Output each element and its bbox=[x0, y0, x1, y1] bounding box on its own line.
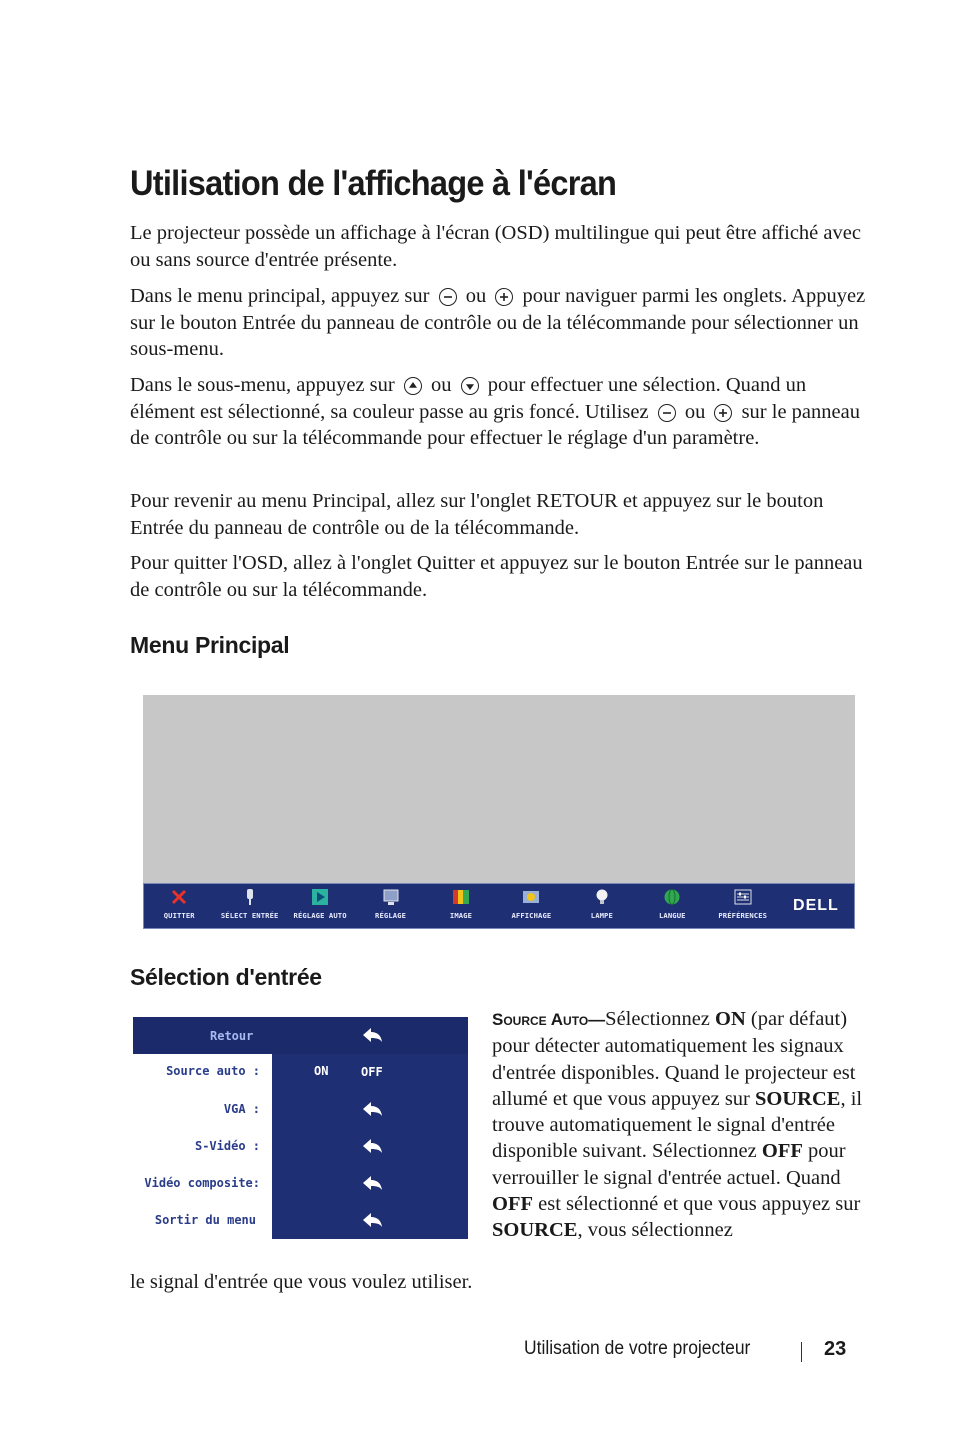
quit-x-icon bbox=[170, 888, 188, 906]
osd-main-menu-bar bbox=[143, 883, 855, 929]
text-segment: (par défaut) pour détecter automatiquement les signaux d'entrée disponibles. Quand le projecteur est allumé et que vous appuyez sur bbox=[492, 1008, 856, 1110]
tab-quitter[interactable] bbox=[144, 884, 214, 928]
text-segment: , il trouve automatiquement le signal d'entrée disponible suivant. Sélectionnez bbox=[492, 1087, 863, 1163]
adjust-screen-icon bbox=[382, 888, 400, 906]
up-arrow-button-icon bbox=[404, 377, 422, 395]
tab-label: AFFICHAGE bbox=[511, 911, 552, 920]
source-auto-description bbox=[492, 1006, 872, 1244]
menu-item-exit[interactable]: Sortir du menu bbox=[154, 1213, 256, 1227]
tab-label: IMAGE bbox=[449, 911, 473, 920]
text-segment: Sélectionnez bbox=[605, 1008, 716, 1030]
retour-label[interactable]: Retour bbox=[210, 1029, 254, 1043]
minus-button-icon bbox=[439, 288, 457, 306]
enter-arrow-icon[interactable] bbox=[361, 1211, 383, 1229]
source-auto-on-option[interactable]: ON bbox=[314, 1064, 329, 1078]
display-icon bbox=[522, 888, 540, 906]
tab-label: LANGUE bbox=[658, 911, 686, 920]
return-paragraph bbox=[130, 488, 870, 541]
preferences-sliders-icon bbox=[734, 888, 752, 906]
dell-logo: DELL bbox=[793, 897, 839, 914]
text-segment: , vous sélectionnez bbox=[577, 1219, 733, 1242]
tab-lampe[interactable] bbox=[567, 884, 637, 928]
osd-input-menu bbox=[133, 1017, 468, 1239]
return-arrow-icon[interactable] bbox=[361, 1026, 383, 1044]
text-segment: est sélectionné et que vous appuyez sur bbox=[533, 1193, 861, 1216]
down-arrow-button-icon bbox=[461, 377, 479, 395]
plus-button-icon bbox=[714, 404, 732, 422]
image-bars-icon bbox=[452, 888, 470, 906]
main-menu-nav-paragraph bbox=[130, 283, 870, 363]
term-source-auto: Source Auto— bbox=[492, 1010, 606, 1029]
paragraph-osd-intro: Le projecteur possède un affichage à l'écran (OSD) multilingue qui peut être affiché avec ou sans source d'entrée présente. bbox=[130, 222, 861, 271]
tab-label: PRÉFÉRENCES bbox=[718, 911, 768, 920]
menu-item-vga[interactable]: VGA : bbox=[223, 1102, 260, 1116]
plus-button-icon bbox=[495, 288, 513, 306]
paragraph-quit: Pour quitter l'OSD, allez à l'onglet Quitter et appuyez sur le bouton Entrée sur le panneau de contrôle ou sur la télécommande. bbox=[130, 552, 863, 601]
menu-header-bar bbox=[133, 1017, 468, 1054]
text-segment: pour verrouiller le signal d'entrée actuel. Quand bbox=[492, 1140, 846, 1189]
enter-arrow-icon[interactable] bbox=[361, 1100, 383, 1118]
tab-label: RÉGLAGE bbox=[375, 911, 407, 920]
source-auto-description-tail: le signal d'entrée que vous voulez utiliser. bbox=[130, 1271, 473, 1293]
keyword-source: SOURCE bbox=[755, 1087, 841, 1110]
text-segment: pour naviguer parmi les onglets. Appuyez sur le bouton Entrée du panneau de contrôle ou de la télécommande pour sélectionner un sous-menu. bbox=[130, 285, 866, 360]
section-heading-input-selection: Sélection d'entrée bbox=[130, 964, 322, 990]
projected-screen-area bbox=[143, 695, 855, 883]
paragraph-return: Pour revenir au menu Principal, allez sur l'onglet RETOUR et appuyez sur le bouton Entrée du panneau de contrôle ou de la télécommande. bbox=[130, 490, 824, 539]
footer-divider bbox=[801, 1342, 802, 1362]
tab-label: SÉLECT ENTRÉE bbox=[220, 911, 279, 920]
input-plug-icon bbox=[241, 888, 259, 906]
text-segment: Dans le menu principal, appuyez sur bbox=[130, 285, 430, 307]
submenu-nav-paragraph bbox=[130, 372, 870, 452]
text-segment: ou bbox=[465, 285, 487, 307]
tab-label: RÉGLAGE AUTO bbox=[293, 911, 347, 920]
tab-label: QUITTER bbox=[163, 911, 195, 920]
tab-reglage-auto[interactable] bbox=[285, 884, 355, 928]
footer-section-title: Utilisation de votre projecteur bbox=[524, 1338, 751, 1359]
quit-paragraph bbox=[130, 550, 870, 603]
tab-reglage[interactable] bbox=[355, 884, 425, 928]
keyword-off: OFF bbox=[761, 1140, 803, 1163]
intro-paragraph bbox=[130, 220, 870, 273]
minus-button-icon bbox=[658, 404, 676, 422]
tab-affichage[interactable] bbox=[496, 884, 566, 928]
section-heading-main-menu: Menu Principal bbox=[130, 632, 290, 658]
menu-item-s-video[interactable]: S-Vidéo : bbox=[194, 1139, 260, 1153]
source-auto-off-option[interactable]: OFF bbox=[361, 1065, 383, 1079]
keyword-off: OFF bbox=[492, 1193, 533, 1216]
enter-arrow-icon[interactable] bbox=[361, 1137, 383, 1155]
lamp-bulb-icon bbox=[593, 888, 611, 906]
text-segment: pour effectuer une sélection. Quand un élément est sélectionné, sa couleur passe au gris foncé. Utilisez bbox=[130, 374, 807, 423]
enter-arrow-icon[interactable] bbox=[361, 1174, 383, 1192]
menu-item-source-auto[interactable]: Source auto : bbox=[166, 1064, 260, 1078]
page-title: Utilisation de l'affichage à l'écran bbox=[130, 164, 617, 203]
tab-select-entree[interactable] bbox=[214, 884, 284, 928]
menu-item-composite[interactable]: Vidéo composite: bbox=[144, 1176, 260, 1190]
page-number: 23 bbox=[824, 1338, 847, 1360]
auto-adjust-play-icon bbox=[311, 888, 329, 906]
tab-langue[interactable] bbox=[637, 884, 707, 928]
text-segment: ou bbox=[684, 400, 706, 423]
keyword-source: SOURCE bbox=[492, 1219, 578, 1242]
language-globe-icon bbox=[663, 888, 681, 906]
tab-label: LAMPE bbox=[590, 911, 613, 920]
text-segment: ou bbox=[430, 374, 452, 396]
text-segment: Dans le sous-menu, appuyez sur bbox=[130, 374, 395, 396]
tab-preferences[interactable] bbox=[708, 884, 778, 928]
text-segment: sur le panneau de contrôle ou sur la télécommande pour effectuer le réglage d'un paramètre. bbox=[130, 400, 860, 449]
tab-image[interactable] bbox=[426, 884, 496, 928]
keyword-on: ON bbox=[715, 1008, 746, 1030]
